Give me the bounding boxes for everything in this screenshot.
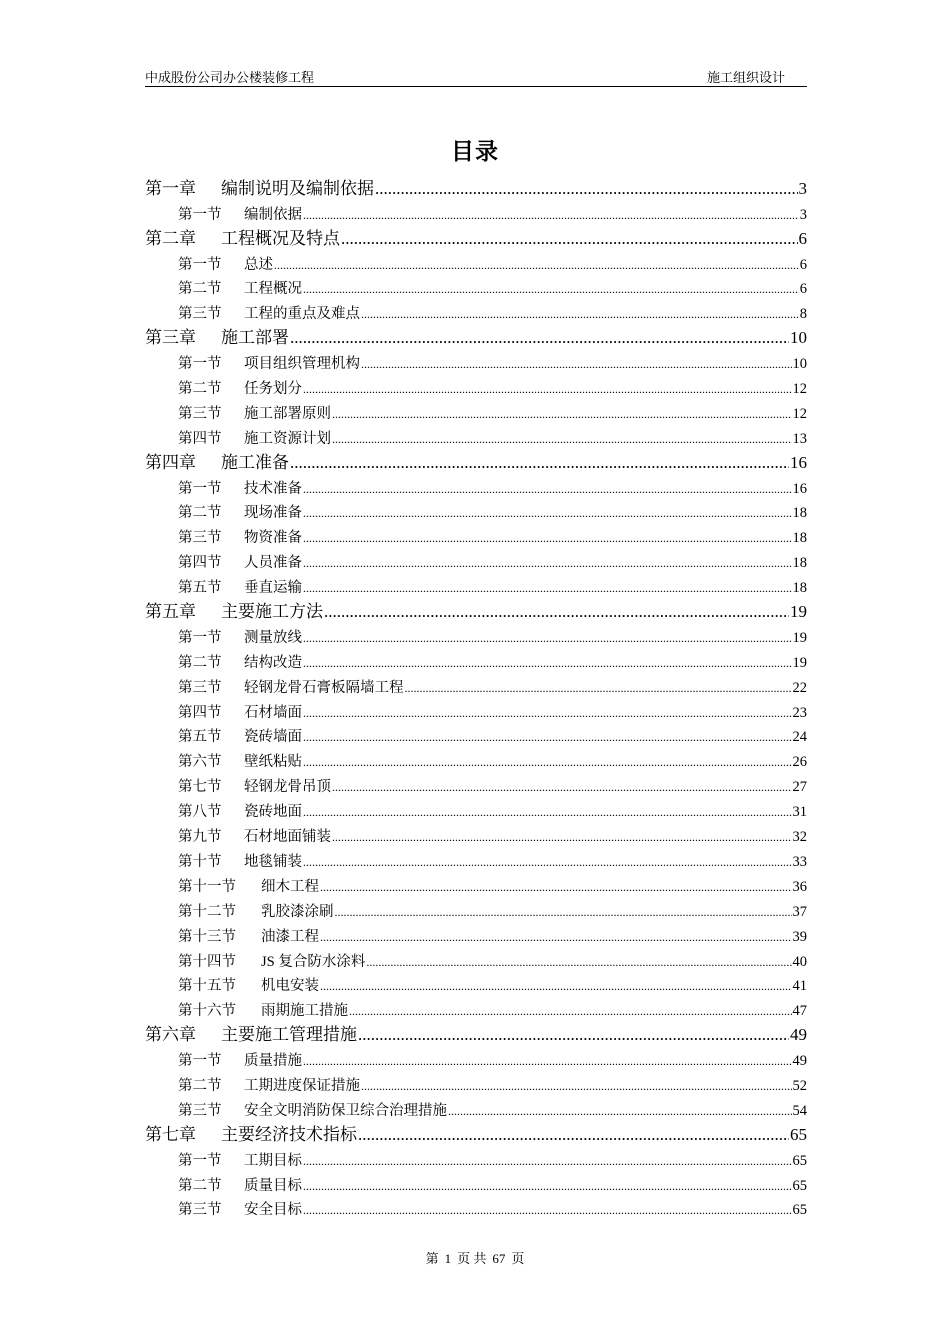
toc-entry-page: 22	[792, 679, 807, 696]
toc-dot-leader	[320, 929, 792, 946]
toc-entry-title: 工期进度保证措施	[244, 1077, 360, 1094]
footer-suffix: 页	[511, 1251, 525, 1266]
toc-dot-leader	[303, 1202, 792, 1219]
toc-entry-title: 乳胶漆涂刷	[261, 903, 334, 920]
toc-section-entry[interactable]	[145, 971, 807, 996]
toc-entry-page: 12	[792, 405, 807, 422]
toc-section-entry[interactable]	[145, 871, 807, 896]
toc-section-entry[interactable]	[145, 572, 807, 597]
toc-entry-page: 24	[792, 729, 807, 746]
toc-chapter-entry[interactable]	[145, 224, 807, 249]
toc-dot-leader	[361, 1078, 792, 1095]
toc-section-entry[interactable]	[145, 473, 807, 498]
toc-entry-number: 第一节	[178, 629, 222, 646]
toc-entry-number: 第三节	[178, 405, 222, 422]
toc-entry-number: 第二节	[178, 505, 222, 522]
toc-dot-leader	[290, 453, 789, 473]
toc-entry-number: 第九节	[178, 829, 222, 846]
toc-dot-leader	[361, 306, 799, 323]
toc-chapter-entry[interactable]	[145, 597, 807, 622]
toc-entry-title: 壁纸粘贴	[244, 754, 302, 771]
toc-section-entry[interactable]	[145, 274, 807, 299]
toc-dot-leader	[303, 854, 792, 871]
toc-section-entry[interactable]	[145, 1195, 807, 1220]
toc-entry-page: 18	[792, 505, 807, 522]
toc-dot-leader	[303, 1053, 792, 1070]
toc-entry-title: 人员准备	[244, 555, 302, 572]
footer-total-pages: 67	[492, 1251, 506, 1266]
toc-dot-leader	[274, 257, 799, 274]
toc-entry-title: 工程概况	[244, 281, 302, 298]
toc-entry-number: 第二章	[145, 228, 196, 248]
toc-entry-title: JS 复合防水涂料	[261, 953, 366, 970]
toc-entry-number: 第七章	[145, 1124, 196, 1144]
toc-entry-page: 49	[790, 1025, 807, 1045]
toc-entry-number: 第七节	[178, 779, 222, 796]
toc-dot-leader	[361, 356, 792, 373]
toc-entry-title: 编制依据	[244, 206, 302, 223]
toc-entry-page: 6	[799, 256, 807, 273]
toc-entry-title: 总述	[244, 256, 273, 273]
toc-entry-title: 地毯铺装	[244, 853, 302, 870]
toc-section-entry[interactable]	[145, 1070, 807, 1095]
toc-entry-title: 质量目标	[244, 1177, 302, 1194]
toc-entry-title: 瓷砖墙面	[244, 729, 302, 746]
toc-entry-page: 6	[798, 228, 807, 248]
toc-entry-page: 18	[792, 530, 807, 547]
toc-dot-leader	[320, 879, 792, 896]
toc-entry-page: 39	[792, 928, 807, 945]
toc-section-entry[interactable]	[145, 647, 807, 672]
toc-section-entry[interactable]	[145, 622, 807, 647]
toc-section-entry[interactable]	[145, 1145, 807, 1170]
toc-section-entry[interactable]	[145, 298, 807, 323]
toc-entry-number: 第十五节	[178, 978, 236, 995]
toc-section-entry[interactable]	[145, 896, 807, 921]
toc-entry-title: 垂直运输	[244, 580, 302, 597]
toc-dot-leader	[341, 229, 798, 249]
toc-dot-leader	[303, 281, 799, 298]
toc-entry-number: 第六节	[178, 754, 222, 771]
toc-entry-page: 12	[792, 381, 807, 398]
toc-entry-number: 第一节	[178, 256, 222, 273]
toc-entry-title: 轻钢龙骨石膏板隔墙工程	[244, 679, 404, 696]
page-header	[145, 64, 807, 87]
header-project-name: 中成股份公司办公楼装修工程	[145, 70, 315, 85]
toc-entry-title: 轻钢龙骨吊顶	[244, 779, 331, 796]
toc-dot-leader	[332, 779, 792, 796]
toc-dot-leader	[332, 406, 792, 423]
toc-entry-page: 33	[792, 853, 807, 870]
footer-middle: 页 共	[457, 1251, 487, 1266]
toc-entry-number: 第五节	[178, 580, 222, 597]
toc-chapter-entry[interactable]	[145, 174, 807, 199]
toc-dot-leader	[335, 904, 792, 921]
toc-entry-number: 第一节	[178, 480, 222, 497]
toc-entry-page: 19	[792, 629, 807, 646]
toc-dot-leader	[358, 1125, 789, 1145]
toc-dot-leader	[358, 1025, 789, 1045]
toc-entry-title: 主要经济技术指标	[221, 1124, 357, 1144]
toc-dot-leader	[303, 530, 792, 547]
toc-entry-page: 3	[799, 206, 807, 223]
toc-entry-page: 52	[792, 1077, 807, 1094]
toc-section-entry[interactable]	[145, 522, 807, 547]
toc-entry-page: 16	[790, 452, 807, 472]
toc-entry-title: 技术准备	[244, 480, 302, 497]
toc-dot-leader	[375, 179, 798, 199]
toc-dot-leader	[303, 1153, 792, 1170]
toc-entry-page: 54	[792, 1102, 807, 1119]
toc-entry-number: 第二节	[178, 1177, 222, 1194]
toc-entry-number: 第三节	[178, 1102, 222, 1119]
toc-entry-number: 第十六节	[178, 1003, 236, 1020]
toc-entry-number: 第一节	[178, 1053, 222, 1070]
toc-dot-leader	[405, 680, 792, 697]
toc-entry-page: 40	[792, 953, 807, 970]
toc-entry-title: 质量措施	[244, 1053, 302, 1070]
toc-chapter-entry[interactable]	[145, 448, 807, 473]
toc-dot-leader	[303, 804, 792, 821]
toc-entry-title: 结构改造	[244, 654, 302, 671]
toc-section-entry[interactable]	[145, 1170, 807, 1195]
toc-entry-page: 10	[790, 328, 807, 348]
toc-entry-title: 雨期施工措施	[261, 1003, 348, 1020]
toc-entry-number: 第三节	[178, 679, 222, 696]
toc-entry-number: 第十二节	[178, 903, 236, 920]
toc-entry-page: 6	[799, 281, 807, 298]
toc-entry-title: 工程概况及特点	[221, 228, 340, 248]
toc-entry-number: 第二节	[178, 281, 222, 298]
toc-entry-number: 第三节	[178, 1202, 222, 1219]
toc-entry-number: 第五章	[145, 602, 196, 622]
toc-entry-number: 第五节	[178, 729, 222, 746]
toc-entry-number: 第四章	[145, 452, 196, 472]
toc-entry-title: 施工准备	[221, 452, 289, 472]
toc-entry-page: 10	[792, 356, 807, 373]
toc-dot-leader	[303, 381, 792, 398]
footer-prefix: 第	[425, 1251, 439, 1266]
toc-entry-title: 安全目标	[244, 1202, 302, 1219]
toc-entry-number: 第十节	[178, 853, 222, 870]
toc-entry-page: 65	[792, 1202, 807, 1219]
toc-section-entry[interactable]	[145, 373, 807, 398]
toc-dot-leader	[332, 829, 792, 846]
toc-entry-page: 41	[792, 978, 807, 995]
toc-entry-title: 测量放线	[244, 629, 302, 646]
toc-entry-title: 编制说明及编制依据	[221, 178, 374, 198]
toc-section-entry[interactable]	[145, 1095, 807, 1120]
toc-entry-page: 18	[792, 555, 807, 572]
toc-entry-page: 19	[792, 654, 807, 671]
toc-entry-title: 油漆工程	[261, 928, 319, 945]
toc-entry-page: 18	[792, 580, 807, 597]
toc-entry-number: 第一节	[178, 356, 222, 373]
toc-section-entry[interactable]	[145, 398, 807, 423]
toc-dot-leader	[303, 580, 792, 597]
toc-section-entry[interactable]	[145, 995, 807, 1020]
toc-dot-leader	[332, 431, 792, 448]
toc-dot-leader	[303, 705, 792, 722]
toc-entry-page: 31	[792, 804, 807, 821]
toc-entry-number: 第十一节	[178, 878, 236, 895]
toc-entry-number: 第四节	[178, 555, 222, 572]
toc-section-entry[interactable]	[145, 249, 807, 274]
toc-chapter-entry[interactable]	[145, 1120, 807, 1145]
toc-chapter-entry[interactable]	[145, 323, 807, 348]
toc-dot-leader	[303, 505, 792, 522]
toc-dot-leader	[303, 481, 792, 498]
toc-entry-page: 27	[792, 779, 807, 796]
toc-section-entry[interactable]	[145, 796, 807, 821]
toc-entry-number: 第六章	[145, 1025, 196, 1045]
table-of-contents	[145, 174, 807, 1219]
footer-page-number: 1	[444, 1251, 452, 1266]
toc-section-entry[interactable]	[145, 498, 807, 523]
toc-entry-page: 36	[792, 878, 807, 895]
toc-entry-title: 瓷砖地面	[244, 804, 302, 821]
toc-dot-leader	[349, 1003, 792, 1020]
toc-entry-title: 物资准备	[244, 530, 302, 547]
toc-dot-leader	[303, 729, 792, 746]
toc-section-entry[interactable]	[145, 547, 807, 572]
toc-dot-leader	[303, 555, 792, 572]
toc-entry-title: 工期目标	[244, 1152, 302, 1169]
toc-section-entry[interactable]	[145, 722, 807, 747]
toc-dot-leader	[303, 207, 799, 224]
toc-dot-leader	[303, 655, 792, 672]
toc-entry-title: 安全文明消防保卫综合治理措施	[244, 1102, 447, 1119]
toc-entry-title: 施工资源计划	[244, 430, 331, 447]
toc-section-entry[interactable]	[145, 1045, 807, 1070]
toc-entry-page: 65	[792, 1177, 807, 1194]
toc-entry-page: 8	[799, 306, 807, 323]
toc-entry-title: 机电安装	[261, 978, 319, 995]
toc-dot-leader	[303, 754, 792, 771]
toc-entry-page: 3	[798, 178, 807, 198]
toc-section-entry[interactable]	[145, 423, 807, 448]
toc-entry-number: 第三章	[145, 328, 196, 348]
toc-section-entry[interactable]	[145, 746, 807, 771]
toc-dot-leader	[290, 328, 789, 348]
toc-entry-page: 19	[790, 602, 807, 622]
toc-entry-page: 37	[792, 903, 807, 920]
toc-dot-leader	[324, 602, 789, 622]
toc-section-entry[interactable]	[145, 846, 807, 871]
toc-entry-page: 23	[792, 704, 807, 721]
toc-section-entry[interactable]	[145, 921, 807, 946]
toc-section-entry[interactable]	[145, 672, 807, 697]
toc-chapter-entry[interactable]	[145, 1020, 807, 1045]
toc-dot-leader	[303, 630, 792, 647]
toc-entry-number: 第一节	[178, 1152, 222, 1169]
toc-entry-page: 16	[792, 480, 807, 497]
toc-entry-title: 主要施工管理措施	[221, 1025, 357, 1045]
toc-entry-title: 施工部署原则	[244, 405, 331, 422]
toc-entry-number: 第三节	[178, 306, 222, 323]
toc-entry-number: 第四节	[178, 430, 222, 447]
toc-section-entry[interactable]	[145, 199, 807, 224]
toc-entry-number: 第八节	[178, 804, 222, 821]
toc-entry-title: 施工部署	[221, 328, 289, 348]
toc-entry-title: 石材墙面	[244, 704, 302, 721]
toc-section-entry[interactable]	[145, 348, 807, 373]
toc-entry-page: 49	[792, 1053, 807, 1070]
toc-title: 目录	[451, 139, 499, 165]
toc-dot-leader	[448, 1103, 792, 1120]
toc-entry-number: 第四节	[178, 704, 222, 721]
toc-section-entry[interactable]	[145, 821, 807, 846]
toc-entry-title: 细木工程	[261, 878, 319, 895]
toc-entry-number: 第十四节	[178, 953, 236, 970]
toc-dot-leader	[366, 954, 791, 971]
toc-entry-page: 65	[790, 1124, 807, 1144]
toc-entry-page: 26	[792, 754, 807, 771]
toc-entry-number: 第一节	[178, 206, 222, 223]
toc-entry-number: 第三节	[178, 530, 222, 547]
toc-entry-title: 现场准备	[244, 505, 302, 522]
toc-entry-page: 47	[792, 1003, 807, 1020]
toc-entry-number: 第二节	[178, 1077, 222, 1094]
toc-entry-title: 项目组织管理机构	[244, 356, 360, 373]
header-document-type: 施工组织设计	[706, 70, 785, 85]
toc-entry-number: 第二节	[178, 654, 222, 671]
toc-entry-page: 32	[792, 829, 807, 846]
toc-section-entry[interactable]	[145, 697, 807, 722]
toc-entry-title: 工程的重点及难点	[244, 306, 360, 323]
toc-entry-number: 第二节	[178, 381, 222, 398]
toc-entry-page: 13	[792, 430, 807, 447]
toc-entry-title: 主要施工方法	[221, 602, 323, 622]
toc-dot-leader	[303, 1178, 792, 1195]
toc-section-entry[interactable]	[145, 946, 807, 971]
toc-entry-number: 第十三节	[178, 928, 236, 945]
toc-dot-leader	[320, 978, 792, 995]
toc-entry-title: 石材地面铺装	[244, 829, 331, 846]
toc-entry-number: 第一章	[145, 178, 196, 198]
toc-section-entry[interactable]	[145, 771, 807, 796]
page-footer	[0, 1248, 950, 1267]
toc-entry-title: 任务划分	[244, 381, 302, 398]
toc-entry-page: 65	[792, 1152, 807, 1169]
